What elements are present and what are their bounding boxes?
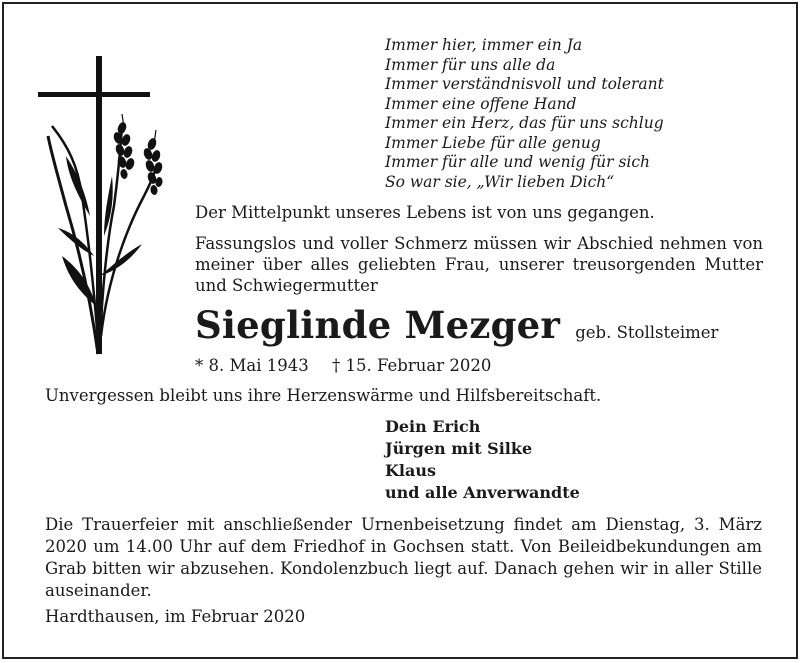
life-dates (195, 356, 491, 375)
mourner: Jürgen mit Silke (385, 439, 533, 458)
intro-text: Der Mittelpunkt unseres Lebens ist von uns gegangen. (195, 203, 655, 222)
farewell-text: Fassungslos und voller Schmerz müssen wir Abschied nehmen von meiner über alles geliebten Frau, unserer treusorgenden Mutter und Schwiegermutter (195, 234, 763, 295)
poem-line: Immer für uns alle da (385, 55, 556, 74)
service-text: Die Trauerfeier mit anschließender Urnenbeisetzung findet am Dienstag, 3. März 2020 um 14.00 Uhr auf dem Friedhof in Gochsen statt. Von Beileidbekundungen am Grab bitten wir abzusehen. Kondolenzbuch liegt auf. Danach gehen wir in aller Stille auseinander. (45, 515, 762, 600)
mourner: und alle Anverwandte (385, 483, 580, 502)
obituary-notice (2, 2, 798, 659)
poem-line: Immer für alle und wenig für sich (385, 153, 651, 171)
poem-line: Immer hier, immer ein Ja (385, 36, 583, 54)
poem-line: Immer ein Herz, das für uns schlug (385, 114, 664, 132)
mourner: Klaus (385, 461, 436, 480)
poem-line: Immer Liebe für alle genug (385, 133, 601, 152)
mourner: Dein Erich (385, 417, 481, 436)
poem (385, 36, 664, 192)
place-date: Hardthausen, im Februar 2020 (45, 607, 306, 626)
maiden-name: geb. Stollsteimer (575, 323, 719, 342)
birth-date: * 8. Mai 1943 (195, 356, 309, 375)
poem-line: Immer verständnisvoll und tolerant (385, 75, 664, 93)
memory-text: Unvergessen bleibt uns ihre Herzenswärme und Hilfsbereitschaft. (45, 386, 602, 405)
deceased-name-row (195, 303, 718, 347)
mourners-list (385, 416, 580, 504)
deceased-name: Sieglinde Mezger (195, 303, 561, 347)
poem-line: Immer eine offene Hand (385, 94, 577, 113)
death-date: † 15. Februar 2020 (331, 356, 492, 375)
poem-line: So war sie, „Wir lieben Dich“ (385, 172, 615, 191)
cross-with-wheat-icon (38, 56, 173, 356)
